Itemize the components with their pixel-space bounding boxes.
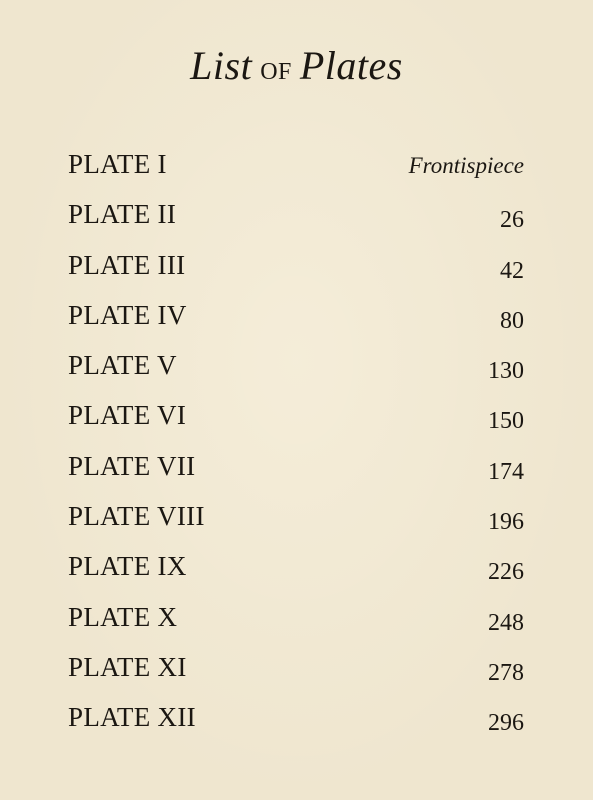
plate-page: 226 bbox=[488, 559, 524, 586]
plate-row bbox=[68, 247, 524, 297]
plate-label: PLATE VI bbox=[68, 400, 187, 431]
plate-page: 174 bbox=[488, 458, 524, 485]
title-word-list: List bbox=[190, 43, 253, 88]
plate-page: 150 bbox=[488, 408, 524, 435]
plate-label: PLATE I bbox=[68, 149, 167, 179]
plate-row bbox=[68, 347, 524, 397]
plates-list bbox=[68, 146, 524, 750]
plate-page: 26 bbox=[500, 207, 524, 234]
plate-row bbox=[68, 498, 524, 548]
plate-row bbox=[68, 196, 524, 246]
plate-page: 248 bbox=[488, 609, 524, 636]
plate-page: 196 bbox=[488, 509, 524, 536]
plate-page: 42 bbox=[500, 257, 524, 284]
plate-page: 80 bbox=[500, 307, 524, 334]
plate-label: PLATE XII bbox=[68, 702, 196, 733]
plate-label: PLATE X bbox=[68, 601, 178, 632]
plate-label: PLATE V bbox=[68, 350, 177, 381]
plate-page: 278 bbox=[488, 659, 524, 686]
plate-label: PLATE III bbox=[68, 249, 186, 280]
title-word-plates: Plates bbox=[299, 43, 403, 88]
plate-row bbox=[68, 548, 524, 598]
plate-row bbox=[68, 397, 524, 447]
plate-label: PLATE IX bbox=[68, 551, 187, 582]
plate-row bbox=[68, 699, 524, 749]
plate-label: PLATE VII bbox=[68, 450, 196, 481]
plate-row bbox=[68, 146, 524, 196]
plate-label: PLATE XI bbox=[68, 651, 187, 682]
plate-row bbox=[68, 649, 524, 699]
plate-label: PLATE VIII bbox=[68, 501, 205, 532]
plate-label: PLATE IV bbox=[68, 299, 187, 330]
page-title bbox=[0, 40, 593, 95]
plate-row bbox=[68, 297, 524, 347]
plate-page: Frontispiece bbox=[408, 153, 524, 178]
title-word-of: of bbox=[260, 50, 292, 87]
plate-row bbox=[68, 599, 524, 649]
plate-row bbox=[68, 448, 524, 498]
plate-page: 130 bbox=[488, 358, 524, 385]
plate-page: 296 bbox=[488, 710, 524, 737]
plate-label: PLATE II bbox=[68, 199, 177, 230]
